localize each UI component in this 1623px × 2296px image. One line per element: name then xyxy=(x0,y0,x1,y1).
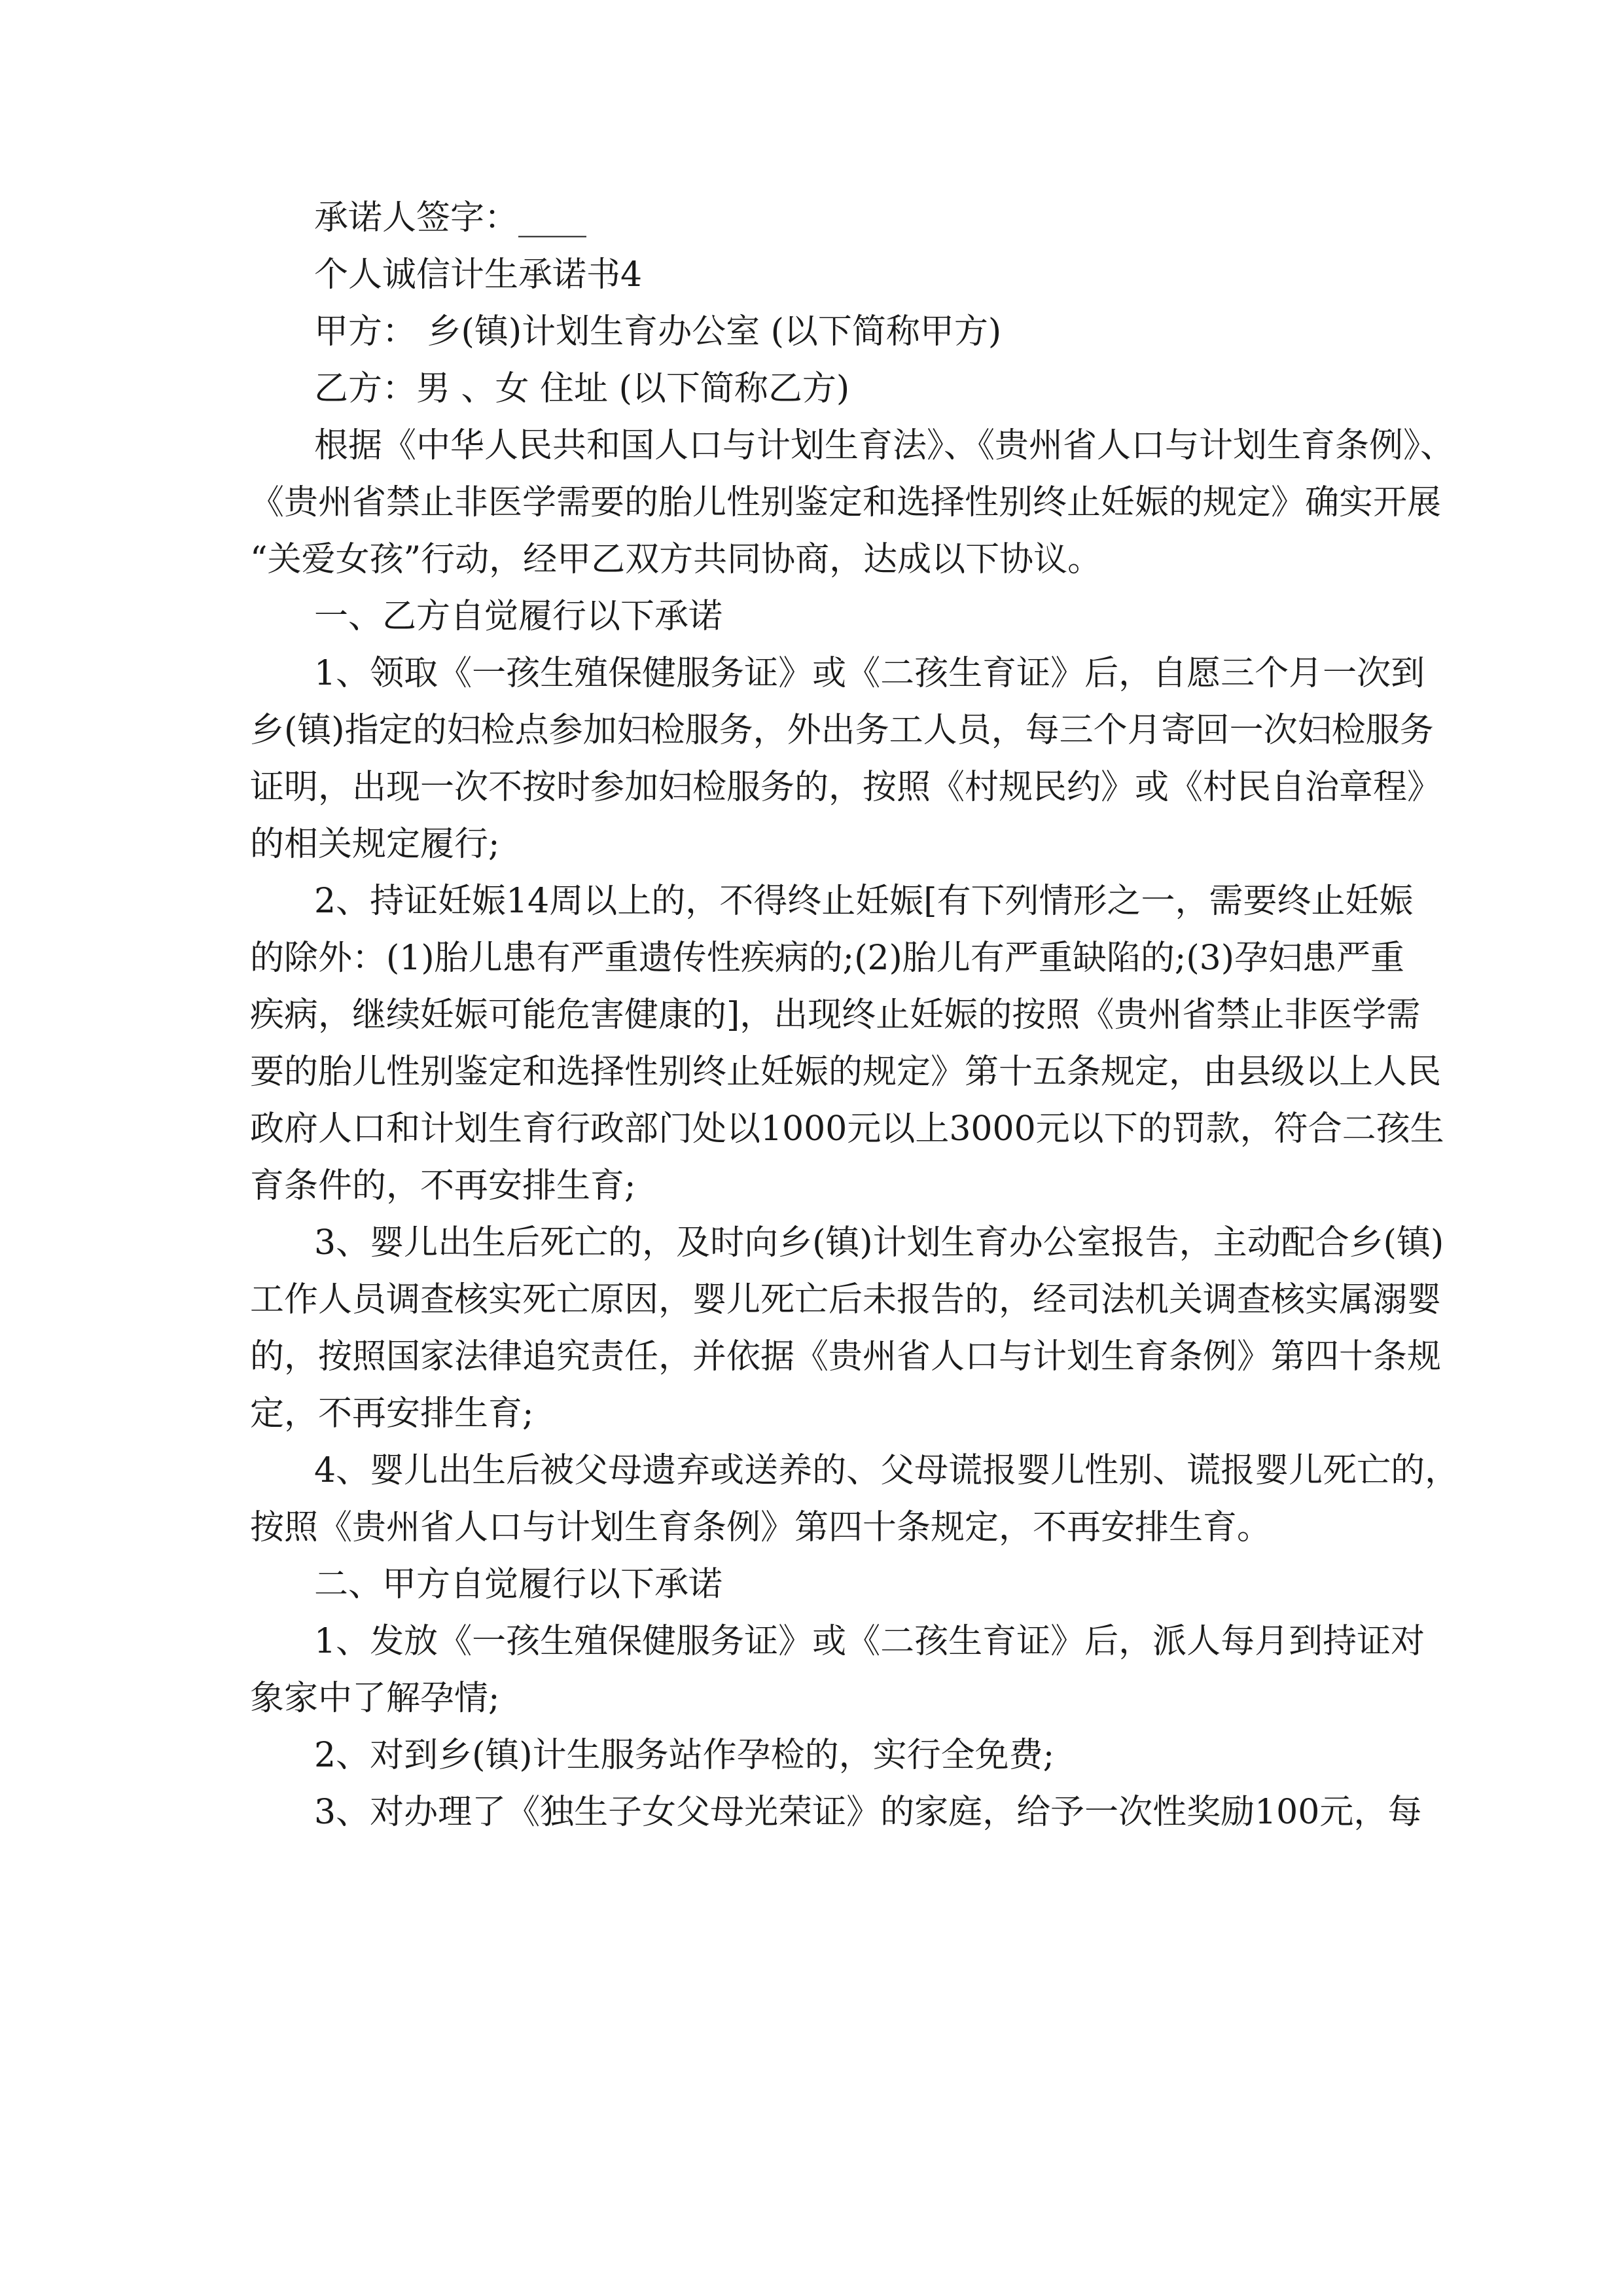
text-line: “关爱女孩”行动，经甲乙双方共同协商，达成以下协议。 xyxy=(250,540,1102,579)
text-line: 3、对办理了《独生子女父母光荣证》的家庭，给予一次性奖励100元，每 xyxy=(314,1793,1422,1832)
text-line: 1、发放《一孩生殖保健服务证》或《二孩生育证》后，派人每月到持证对 xyxy=(314,1622,1425,1661)
text-line: 2、对到乡(镇)计生服务站作孕检的，实行全免费; xyxy=(314,1736,1055,1775)
text-line: 工作人员调查核实死亡原因，婴儿死亡后未报告的，经司法机关调查核实属溺婴 xyxy=(250,1280,1442,1319)
party-b-line: 乙方：男 、女 住址 (以下简称乙方) xyxy=(314,369,850,408)
text-line: 定，不再安排生育; xyxy=(250,1394,534,1433)
text-line: 的相关规定履行; xyxy=(250,825,500,864)
text-line: 证明，出现一次不按时参加妇检服务的，按照《村规民约》或《村民自治章程》 xyxy=(250,768,1442,807)
text-line: 1、领取《一孩生殖保健服务证》或《二孩生育证》后，自愿三个月一次到 xyxy=(314,654,1425,693)
text-line: 的，按照国家法律追究责任，并依据《贵州省人口与计划生育条例》第四十条规 xyxy=(250,1337,1442,1376)
section-heading: 二、甲方自觉履行以下承诺 xyxy=(314,1565,723,1604)
text-line: 4、婴儿出生后被父母遗弃或送养的、父母谎报婴儿性别、谎报婴儿死亡的， xyxy=(314,1451,1459,1490)
text-line: 的除外：(1)胎儿患有严重遗传性疾病的;(2)胎儿有严重缺陷的;(3)孕妇患严重 xyxy=(250,939,1405,978)
text-line: 育条件的，不再安排生育; xyxy=(250,1166,636,1206)
text-line: 疾病，继续妊娠可能危害健康的]，出现终止妊娠的按照《贵州省禁止非医学需 xyxy=(250,996,1421,1035)
text-line: 按照《贵州省人口与计划生育条例》第四十条规定，不再安排生育。 xyxy=(250,1508,1272,1547)
text-line: 《贵州省禁止非医学需要的胎儿性别鉴定和选择性别终止妊娠的规定》确实开展 xyxy=(250,483,1442,522)
text-line: 乡(镇)指定的妇检点参加妇检服务，外出务工人员，每三个月寄回一次妇检服务 xyxy=(250,711,1434,750)
text-line: 象家中了解孕情; xyxy=(250,1679,500,1718)
text-line: 根据《中华人民共和国人口与计划生育法》、《贵州省人口与计划生育条例》、 xyxy=(314,426,1455,465)
document-title: 个人诚信计生承诺书4 xyxy=(314,255,643,295)
text-line: 政府人口和计划生育行政部门处以1000元以上3000元以下的罚款，符合二孩生 xyxy=(250,1109,1444,1149)
text-line: 3、婴儿出生后死亡的，及时向乡(镇)计划生育办公室报告，主动配合乡(镇) xyxy=(314,1223,1444,1263)
text-line: 要的胎儿性别鉴定和选择性别终止妊娠的规定》第十五条规定，由县级以上人民 xyxy=(250,1052,1442,1092)
section-heading: 一、乙方自觉履行以下承诺 xyxy=(314,597,723,636)
document-body xyxy=(250,190,1459,1841)
party-a-line: 甲方： 乡(镇)计划生育办公室 (以下简称甲方) xyxy=(314,312,1002,351)
signature-line: 承诺人签字：____ xyxy=(314,198,587,238)
text-line: 2、持证妊娠14周以上的，不得终止妊娠[有下列情形之一，需要终止妊娠 xyxy=(314,882,1414,921)
